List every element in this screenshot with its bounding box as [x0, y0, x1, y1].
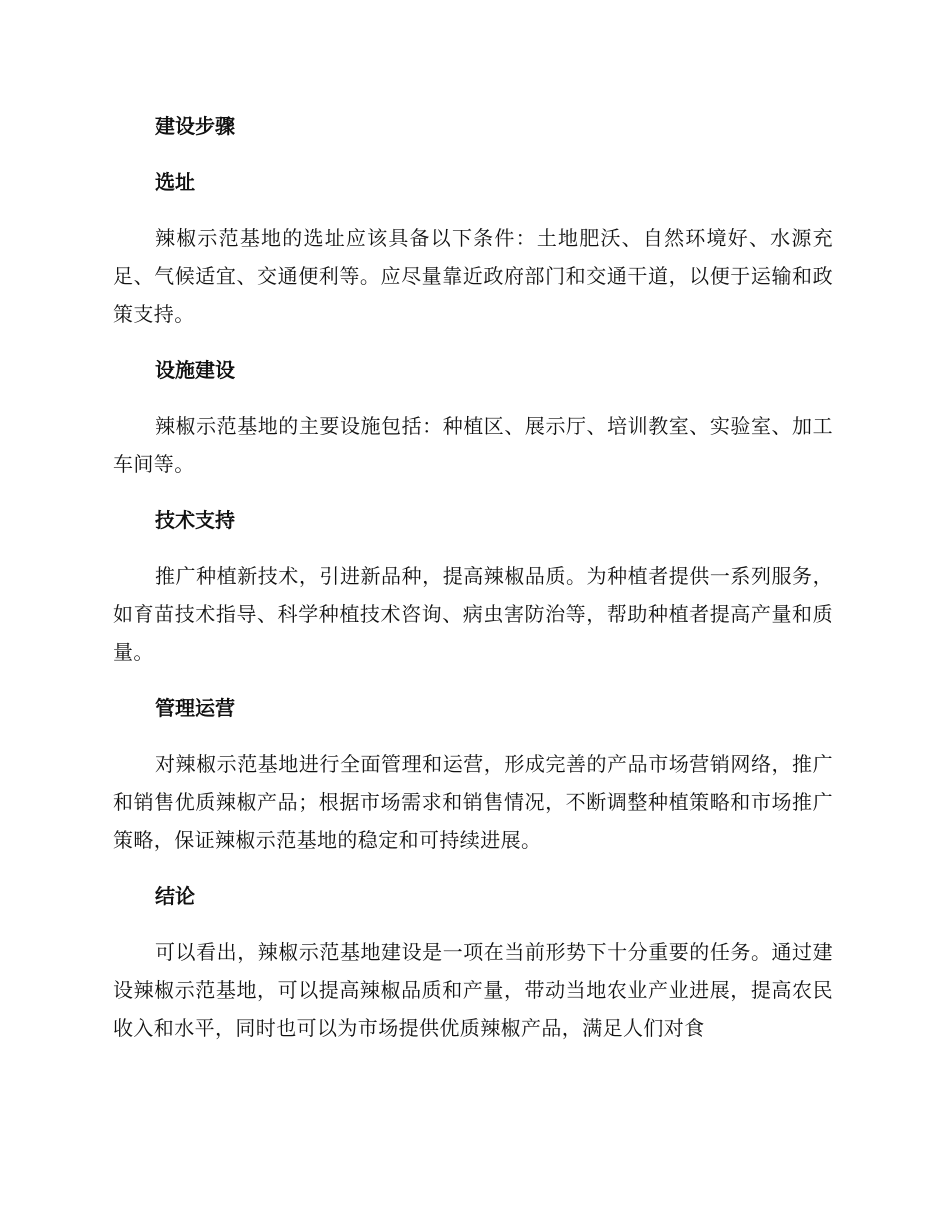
section-paragraph-site-selection: 辣椒示范基地的选址应该具备以下条件：土地肥沃、自然环境好、水源充足、气候适宜、交通便利等。应尽量靠近政府部门和交通干道，以便于运输和政策支持。	[113, 226, 833, 326]
document-page	[113, 107, 833, 1065]
section-heading-management: 管理运营	[155, 696, 235, 720]
section-paragraph-facilities: 辣椒示范基地的主要设施包括：种植区、展示厅、培训教室、实验室、加工车间等。	[113, 414, 833, 476]
section-heading-facilities: 设施建设	[155, 358, 235, 382]
section-paragraph-technical-support: 推广种植新技术，引进新品种，提高辣椒品质。为种植者提供一系列服务，如育苗技术指导、科学种植技术咨询、病虫害防治等，帮助种植者提高产量和质量。	[113, 564, 833, 664]
section-paragraph-management: 对辣椒示范基地进行全面管理和运营，形成完善的产品市场营销网络，推广和销售优质辣椒产品；根据市场需求和销售情况，不断调整种植策略和市场推广策略，保证辣椒示范基地的稳定和可持续进展。	[113, 752, 833, 852]
section-paragraph-conclusion: 可以看出，辣椒示范基地建设是一项在当前形势下十分重要的任务。通过建设辣椒示范基地，可以提高辣椒品质和产量，带动当地农业产业进展，提高农民收入和水平，同时也可以为市场提供优质辣椒产品，满足人们对食	[113, 940, 833, 1040]
section-heading-technical-support: 技术支持	[155, 508, 235, 532]
main-heading: 建设步骤	[155, 114, 235, 138]
section-heading-site-selection: 选址	[155, 170, 195, 194]
section-heading-conclusion: 结论	[155, 884, 195, 908]
